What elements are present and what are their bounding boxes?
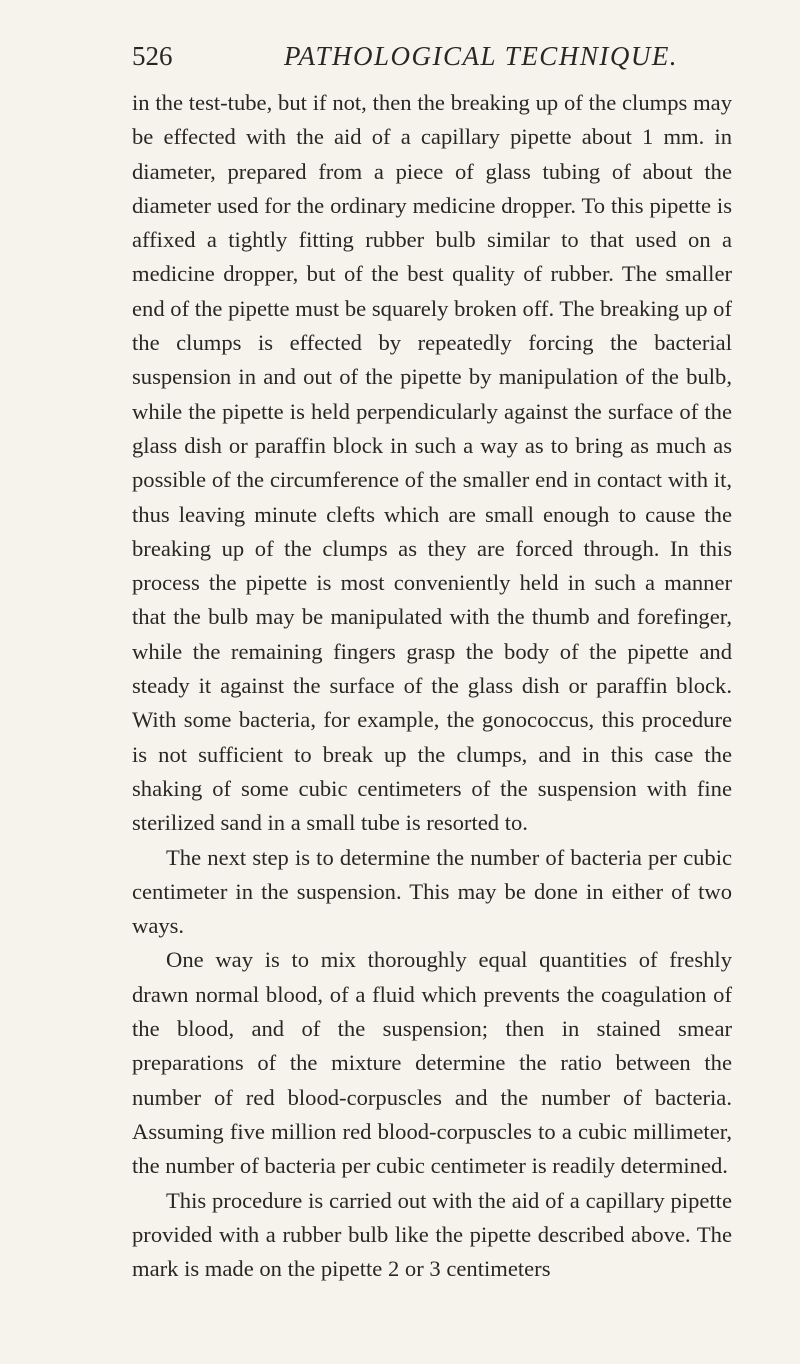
running-title: PATHOLOGICAL TECHNIQUE.	[284, 41, 679, 71]
paragraph-continued: in the test-tube, but if not, then the breaking up of the clumps may be effected with the aid of a capillary pipette about 1 mm. in diameter, prepared from a piece of glass tubing of about the diameter used for the ordinary medicine dropper. To this pipette is affixed a tightly fitting rubber bulb similar to that used on a medicine dropper, but of the best quality of rubber. The smaller end of the pipette must be squarely broken off. The breaking up of the clumps is effected by repeatedly forcing the bacterial suspension in and out of the pipette by manipulation of the bulb, while the pipette is held perpendicularly against the surface of the glass dish or paraffin block in such a way as to bring as much as possible of the circumference of the smaller end in contact with it, thus leaving minute clefts which are small enough to cause the breaking up of the clumps as they are forced through. In this process the pipette is most conveniently held in such a manner that the bulb may be manipulated with the thumb and forefinger, while the remaining fingers grasp the body of the pipette and steady it against the surface of the glass dish or paraffin block. With some bacteria, for example, the gonococcus, this procedure is not sufficient to break up the clumps, and in this case the shaking of some cubic centimeters of the suspension with fine sterilized sand in a small tube is resorted to.	[132, 90, 732, 836]
paragraph: One way is to mix thoroughly equal quantities of freshly drawn normal blood, of a fluid which prevents the coagulation of the blood, and of the suspension; then in stained smear preparations of the mixture determine the ratio between the number of red blood-corpuscles and the number of bacteria. Assuming five million red blood-corpuscles to a cubic millimeter, the number of bacteria per cubic centimeter is readily determined.	[132, 947, 732, 1179]
body-text	[132, 86, 732, 1286]
paragraph: The next step is to determine the number of bacteria per cubic centimeter in the suspension. This may be done in either of two ways.	[132, 844, 732, 939]
page-number: 526	[132, 41, 173, 71]
running-head	[132, 36, 732, 76]
paragraph: This procedure is carried out with the aid of a capillary pipette provided with a rubber bulb like the pipette described above. The mark is made on the pipette 2 or 3 centimeters	[132, 1187, 732, 1282]
